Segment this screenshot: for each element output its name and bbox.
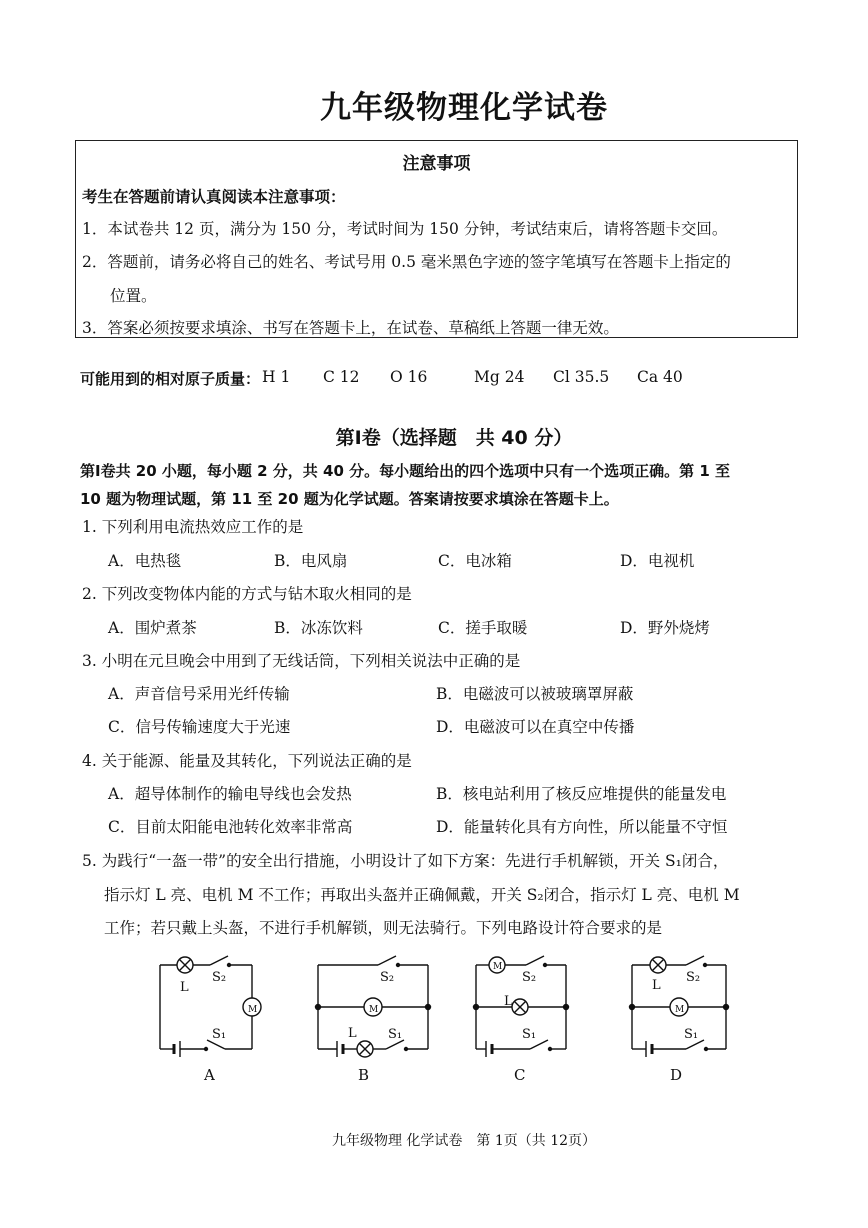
circuit-d-caption: D [670,1066,683,1084]
circuit-a-label-m: M [248,1005,258,1015]
question-1-option-b: B．电风扇 [274,552,348,570]
question-2-option-a: A．围炉煮茶 [108,619,197,637]
question-2-stem: 2. 下列改变物体内能的方式与钻木取火相同的是 [82,585,412,603]
question-4-option-a: A．超导体制作的输电导线也会发热 [108,785,352,803]
question-1-option-d: D．电视机 [620,552,695,570]
notice-item-2-cont: 位置。 [110,287,157,305]
circuit-b-caption: B [358,1066,370,1084]
atomic-mass-h: H 1 [262,368,291,386]
circuit-c-caption: C [514,1066,526,1084]
atomic-masses-label: 可能用到的相对原子质量： [80,370,261,388]
question-3-option-c: C．信号传输速度大于光速 [108,718,291,736]
circuit-a-label-s1: S₁ [212,1027,227,1042]
question-1-stem: 1. 下列利用电流热效应工作的是 [82,518,304,536]
question-4-stem: 4. 关于能源、能量及其转化，下列说法正确的是 [82,752,412,770]
question-3-option-d: D．电磁波可以在真空中传播 [436,718,635,736]
atomic-mass-ca: Ca 40 [637,368,683,386]
question-3-stem: 3. 小明在元旦晚会中用到了无线话筒，下列相关说法中正确的是 [82,652,521,670]
circuit-b-label-s2: S₂ [380,970,395,985]
notice-heading: 注意事项 [402,154,471,174]
circuit-c [474,956,569,1057]
circuit-b-label-m: M [369,1005,379,1015]
circuit-a-label-l: L [180,980,189,995]
circuit-c-label-m: M [493,962,503,972]
circuit-d-label-m: M [675,1005,685,1015]
page-footer: 九年级物理 化学试卷 第 1页（共 12页） [331,1133,597,1149]
question-4-option-b: B．核电站利用了核反应堆提供的能量发电 [436,785,727,803]
circuit-b-label-s1: S₁ [388,1027,403,1042]
switch-s2 [526,956,544,965]
notice-box [75,140,798,338]
section-desc-line-1: 第Ⅰ卷共 20 小题，每小题 2 分，共 40 分。每小题给出的四个选项中只有一个选项正确。第 1 至 [80,462,730,480]
question-5-stem-line-1: 5. 为践行“一盔一带”的安全出行措施，小明设计了如下方案：先进行手机解锁，开关 S₁闭合， [82,852,729,870]
circuit-d-label-s2: S₂ [686,970,701,985]
atomic-mass-cl: Cl 35.5 [553,368,610,386]
question-4-option-d: D．能量转化具有方向性，所以能量不守恒 [436,818,728,836]
question-2-option-c: C．搓手取暖 [438,619,528,637]
question-3-option-b: B．电磁波可以被玻璃罩屏蔽 [436,685,634,703]
notice-item-3: 3．答案必须按要求填涂、书写在答题卡上，在试卷、草稿纸上答题一律无效。 [82,319,619,337]
circuit-a [160,956,261,1057]
circuit-c-label-s2: S₂ [522,970,537,985]
question-1-option-c: C．电冰箱 [438,552,512,570]
circuit-a-label-s2: S₂ [212,970,227,985]
switch-s2 [210,956,228,965]
notice-item-1: 1．本试卷共 12 页，满分为 150 分，考试时间为 150 分钟，考试结束后，请将答题卡交回。 [82,220,728,238]
question-4-option-c: C．目前太阳能电池转化效率非常高 [108,818,353,836]
notice-intro: 考生在答题前请认真阅读本注意事项： [82,188,346,206]
atomic-mass-mg: Mg 24 [474,368,525,386]
question-1-option-a: A．电热毯 [108,552,182,570]
circuit-b-label-l: L [348,1026,357,1041]
page-title: 九年级物理化学试卷 [320,90,608,126]
question-2-option-d: D．野外烧烤 [620,619,710,637]
question-5-stem-line-2: 指示灯 L 亮、电机 M 不工作；再取出头盔并正确佩戴，开关 S₂闭合，指示灯 L 亮、电机 M [104,886,740,904]
question-5-stem-line-3: 工作；若只戴上头盔，不进行手机解锁，则无法骑行。下列电路设计符合要求的是 [104,919,663,937]
circuit-c-label-l: L [504,994,513,1009]
circuit-c-label-s1: S₁ [522,1027,537,1042]
section-desc-line-2: 10 题为物理试题，第 11 至 20 题为化学试题。答案请按要求填涂在答题卡上。 [80,490,619,508]
circuit-d-label-l: L [652,978,661,993]
switch-s2 [378,956,396,965]
section-title: 第Ⅰ卷（选择题 共 40 分） [335,427,573,449]
circuit-a-caption: A [204,1066,215,1084]
circuit-d-label-s1: S₁ [684,1027,699,1042]
question-2-option-b: B．冰冻饮料 [274,619,363,637]
circuit-diagrams [140,945,760,1090]
atomic-mass-c: C 12 [323,368,360,386]
atomic-mass-o: O 16 [390,368,428,386]
notice-item-2: 2．答题前，请务必将自己的姓名、考试号用 0.5 毫米黑色字迹的签字笔填写在答题卡上指定的 [82,253,731,271]
switch-s2 [686,956,704,965]
question-3-option-a: A．声音信号采用光纤传输 [108,685,290,703]
